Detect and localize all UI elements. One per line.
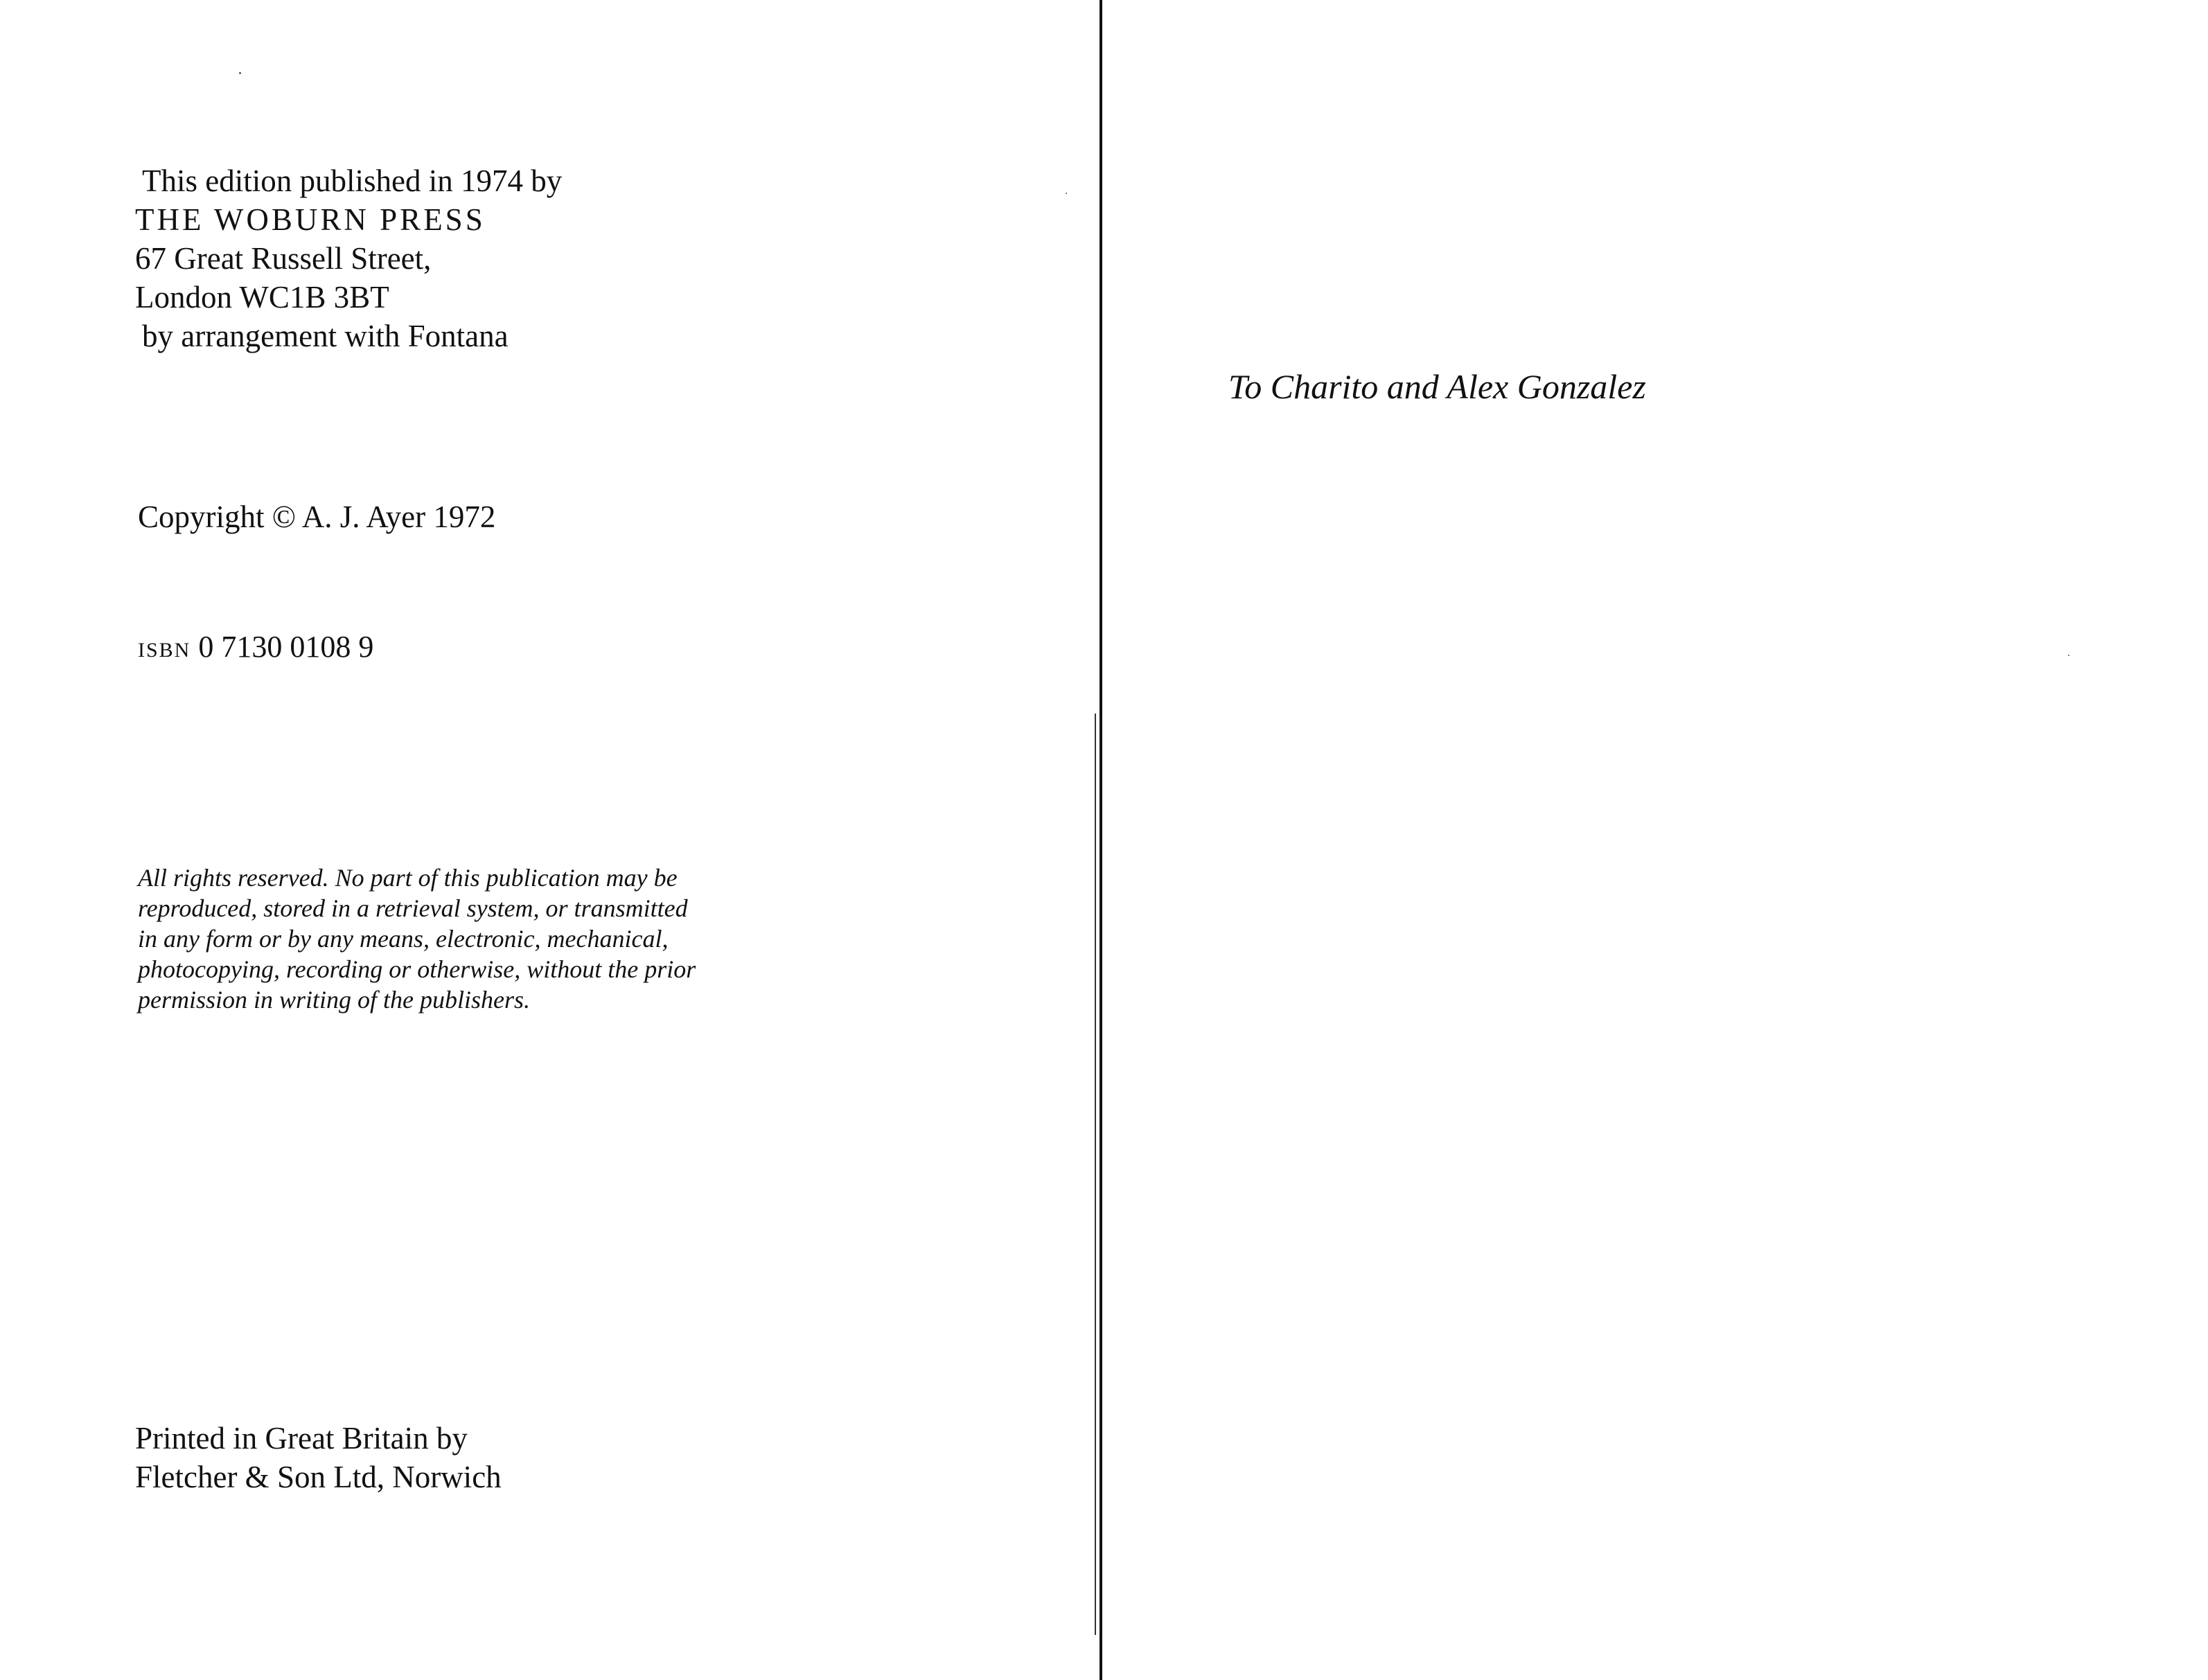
printer-line-2: Fletcher & Son Ltd, Norwich — [135, 1460, 502, 1494]
arrangement-line: by arrangement with Fontana — [142, 319, 509, 353]
publisher-name: THE WOBURN PRESS — [135, 202, 486, 237]
copyright-block — [138, 497, 495, 536]
print-speck — [239, 72, 241, 74]
copyright-line: Copyright © A. J. Ayer 1972 — [138, 499, 496, 534]
printer-block — [135, 1419, 502, 1496]
publication-line: This edition published in 1974 by — [142, 163, 563, 198]
print-speck — [2068, 655, 2069, 656]
isbn-number: 0 7130 0108 9 — [198, 630, 374, 664]
dedication: To Charito and Alex Gonzalez — [1228, 367, 1646, 406]
rights-line-5: permission in writing of the publishers. — [138, 986, 531, 1014]
isbn-line — [138, 628, 373, 670]
rights-line-1: All rights reserved. No part of this publication may be — [138, 864, 678, 892]
rights-line-3: in any form or by any means, electronic, mechanical, — [138, 925, 669, 953]
print-speck — [1066, 193, 1067, 194]
printer-line-1: Printed in Great Britain by — [135, 1421, 468, 1456]
right-page — [1102, 0, 2208, 1680]
isbn-prefix: ISBN — [138, 639, 191, 662]
isbn-block — [138, 628, 373, 670]
rights-notice — [138, 863, 696, 1015]
book-gutter-shadow — [1095, 714, 1096, 1635]
publisher-block — [135, 161, 562, 355]
left-page — [0, 0, 1102, 1680]
rights-line-4: photocopying, recording or otherwise, without the prior — [138, 955, 696, 983]
address-line-2: London WC1B 3BT — [135, 280, 389, 315]
rights-line-2: reproduced, stored in a retrieval system, or transmitted — [138, 894, 688, 922]
address-line-1: 67 Great Russell Street, — [135, 241, 432, 276]
